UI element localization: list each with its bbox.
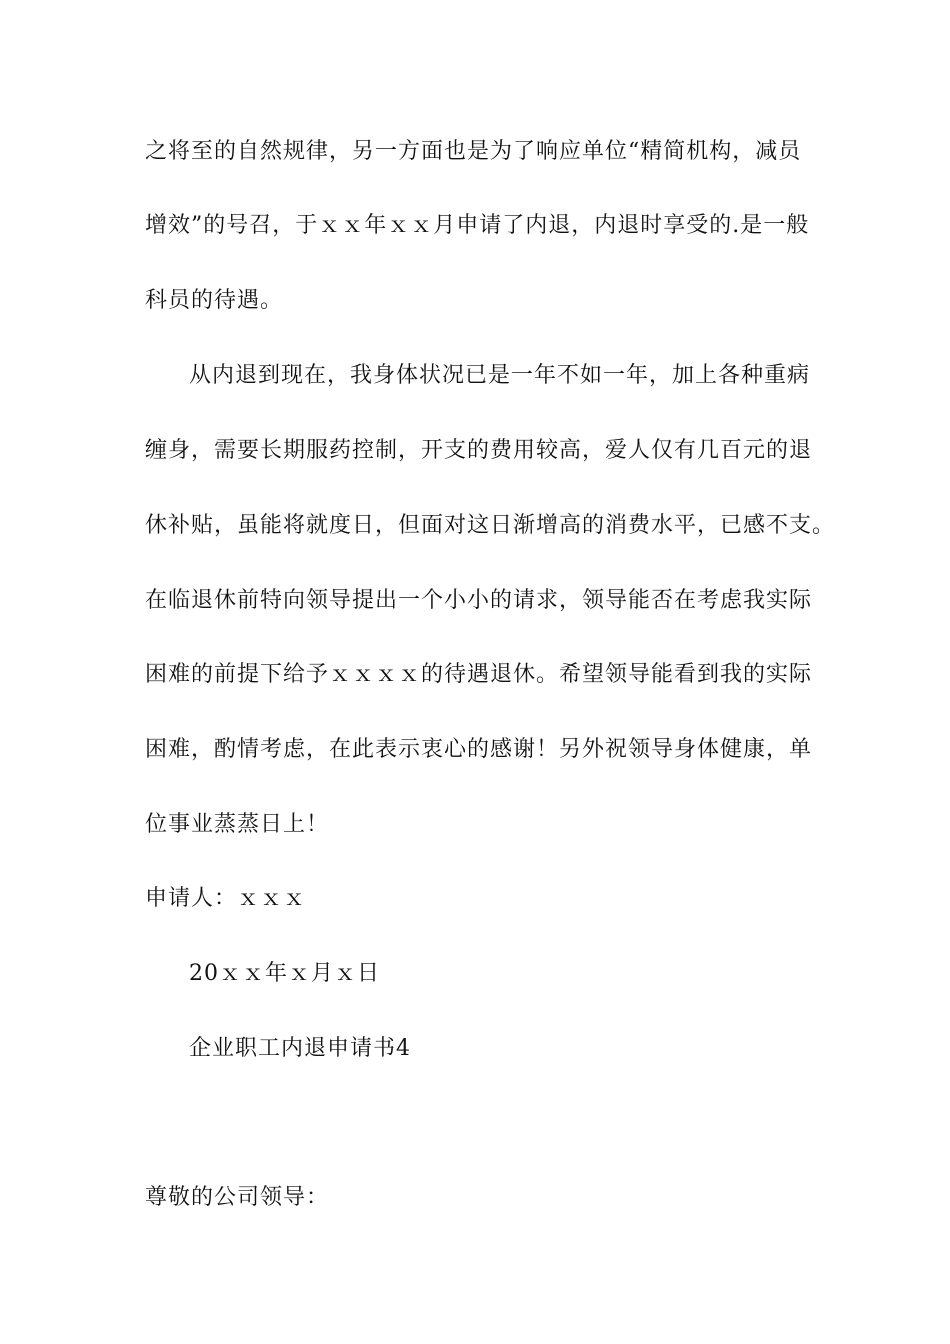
paragraph-line: 困难，酌情考虑，在此表示衷心的感谢！另外祝领导身体健康，单 — [145, 737, 813, 762]
salutation: 尊敬的公司领导： — [145, 1185, 330, 1210]
paragraph-line: 在临退休前特向领导提出一个小小的请求，领导能否在考虑我实际 — [145, 588, 813, 613]
paragraph-line: 位事业蒸蒸日上！ — [145, 812, 330, 837]
paragraph-line: 科员的待遇。 — [145, 288, 284, 313]
section-title: 企业职工内退申请书4 — [189, 1036, 411, 1061]
date-line: 20ｘｘ年ｘ月ｘ日 — [189, 961, 380, 986]
paragraph-line: 休补贴，虽能将就度日，但面对这日渐增高的消费水平，已感不支。 — [145, 513, 836, 538]
paragraph-line: 困难的前提下给予ｘｘｘｘ的待遇退休。希望领导能看到我的实际 — [145, 662, 813, 687]
applicant-line: 申请人：ｘｘｘ — [145, 886, 307, 911]
paragraph-line: 增效”的号召，于ｘｘ年ｘｘ月申请了内退，内退时享受的.是一般 — [145, 213, 810, 238]
paragraph-line: 从内退到现在，我身体状况已是一年不如一年，加上各种重病 — [189, 363, 811, 388]
paragraph-line: 缠身，需要长期服药控制，开支的费用较高，爱人仅有几百元的退 — [145, 438, 813, 463]
paragraph-line: 之将至的自然规律，另一方面也是为了响应单位“精简机构，减员 — [145, 139, 802, 164]
